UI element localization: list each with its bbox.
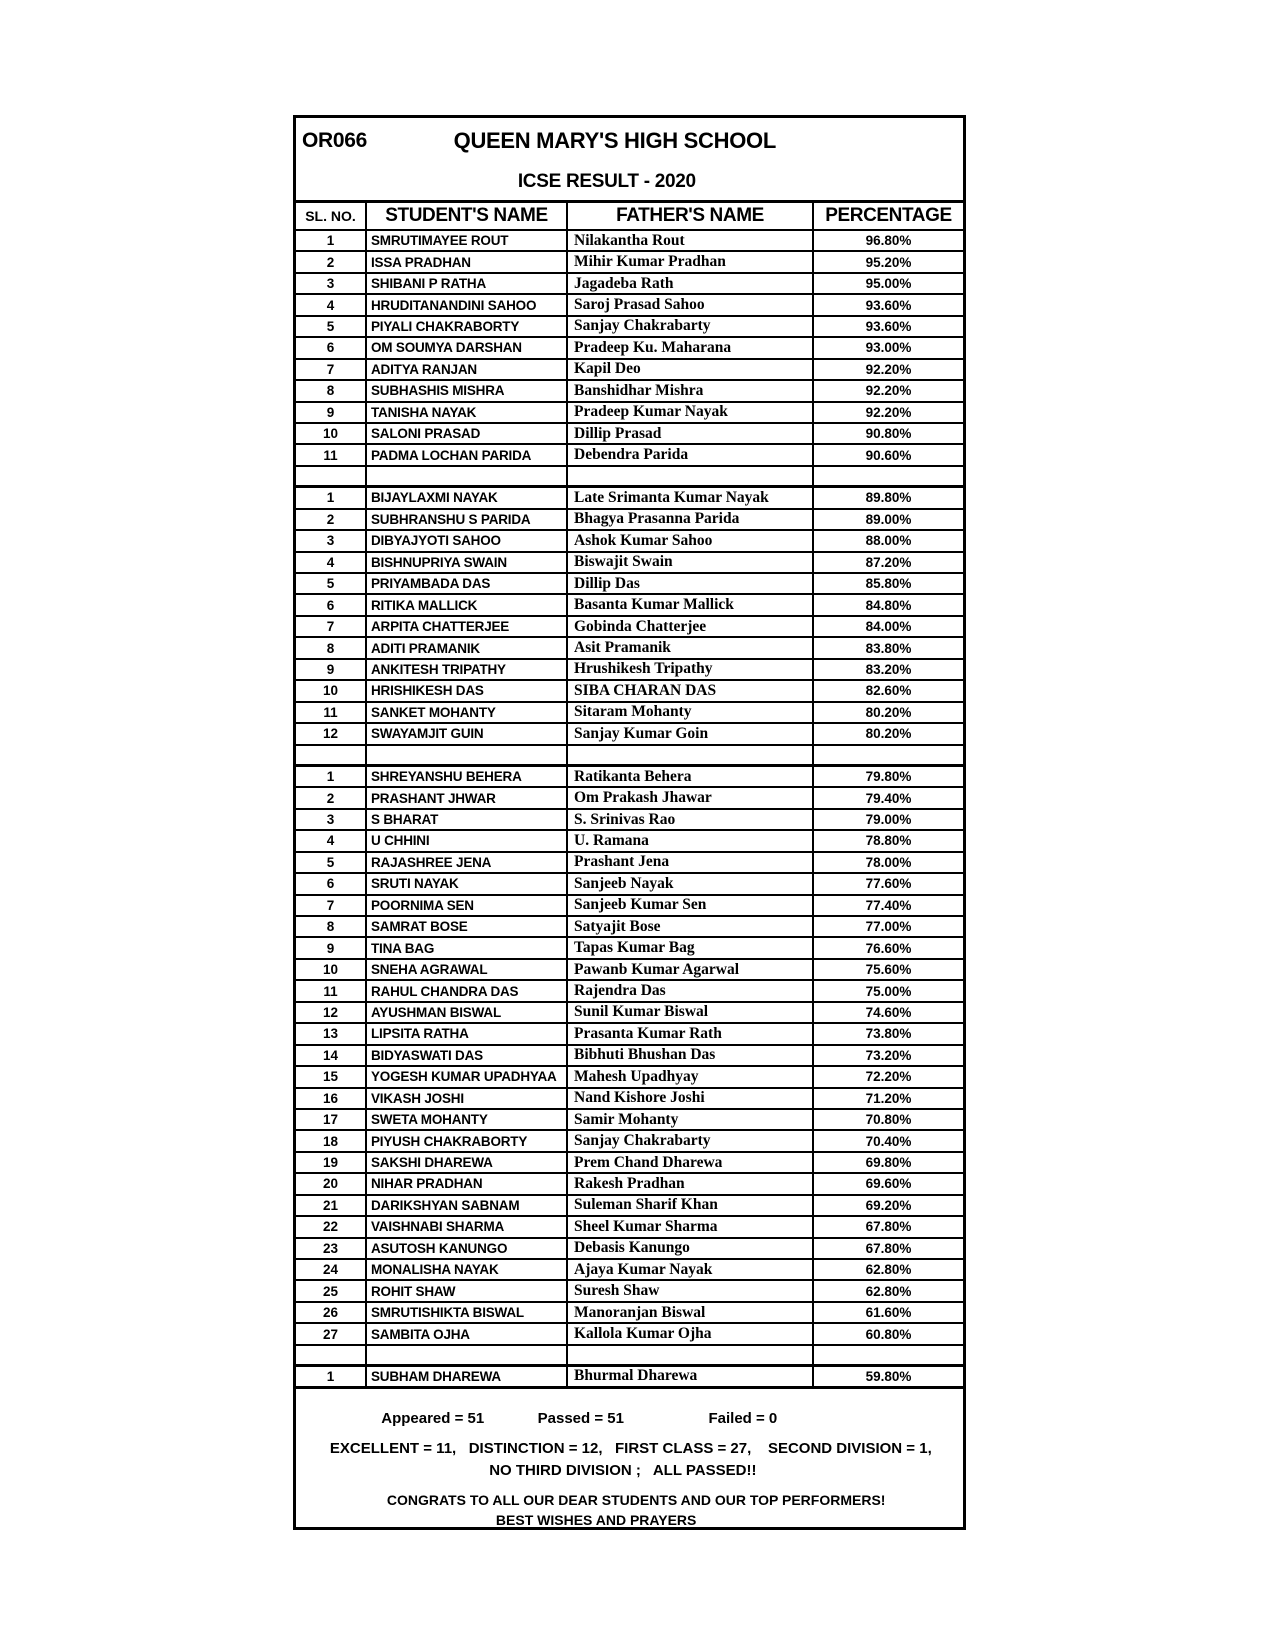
father-name-cell: Dillip Das: [568, 574, 814, 593]
serial-cell: 26: [296, 1303, 367, 1322]
table-row: [296, 617, 963, 638]
serial-cell: 13: [296, 1024, 367, 1043]
serial-cell: 24: [296, 1260, 367, 1279]
serial-cell: 21: [296, 1196, 367, 1215]
student-name-cell: SUBHASHIS MISHRA: [367, 381, 568, 400]
percentage-cell: 79.80%: [865, 769, 912, 785]
father-name-cell: Samir Mohanty: [568, 1110, 814, 1129]
father-name-cell: Tapas Kumar Bag: [568, 938, 814, 957]
percentage-cell: 70.80%: [865, 1112, 912, 1128]
father-name-cell: Saroj Prasad Sahoo: [568, 295, 814, 314]
percentage-cell: 93.60%: [865, 318, 912, 334]
failed-count: Failed = 0: [708, 1409, 778, 1427]
father-name-cell: Basanta Kumar Mallick: [568, 595, 814, 614]
serial-cell: 3: [296, 531, 367, 550]
student-name-cell: SAKSHI DHAREWA: [367, 1153, 568, 1172]
father-name-cell: Gobinda Chatterjee: [568, 617, 814, 636]
school-name: QUEEN MARY'S HIGH SCHOOL: [453, 128, 776, 153]
percentage-cell: 78.80%: [865, 833, 912, 849]
percentage-cell: 74.60%: [865, 1004, 912, 1020]
student-name-cell: ADITI PRAMANIK: [367, 638, 568, 657]
table-row: [296, 1024, 963, 1045]
serial-cell: 4: [296, 295, 367, 314]
table-row: [296, 1281, 963, 1302]
table-row: [296, 1046, 963, 1067]
student-name-cell: [367, 1346, 568, 1364]
percentage-cell: 89.80%: [865, 490, 912, 506]
student-name-cell: ARPITA CHATTERJEE: [367, 617, 568, 636]
serial-cell: [296, 467, 367, 485]
table-row: [296, 767, 963, 788]
serial-cell: 1: [296, 1367, 367, 1385]
serial-cell: 8: [296, 638, 367, 657]
father-name-cell: Satyajit Bose: [568, 917, 814, 936]
father-name-cell: Rajendra Das: [568, 981, 814, 1000]
table-row: [296, 1131, 963, 1152]
passed-count: Passed = 51: [537, 1409, 624, 1427]
percentage-cell: 96.80%: [865, 233, 912, 249]
father-name-cell: Late Srimanta Kumar Nayak: [568, 488, 814, 507]
student-name-cell: S BHARAT: [367, 810, 568, 829]
student-name-cell: AYUSHMAN BISWAL: [367, 1003, 568, 1022]
father-name-cell: Dillip Prasad: [568, 424, 814, 443]
father-name-cell: Bibhuti Bhushan Das: [568, 1046, 814, 1065]
table-row: [296, 553, 963, 574]
student-name-cell: NIHAR PRADHAN: [367, 1174, 568, 1193]
percentage-cell: 83.20%: [865, 661, 912, 677]
student-name-cell: RITIKA MALLICK: [367, 595, 568, 614]
table-row: [296, 1153, 963, 1174]
table-row: [296, 981, 963, 1002]
student-name-cell: PRASHANT JHWAR: [367, 788, 568, 807]
table-row: [296, 788, 963, 809]
student-name-cell: SWAYAMJIT GUIN: [367, 724, 568, 743]
table-row: [296, 1367, 963, 1388]
father-name-cell: Asit Pramanik: [568, 638, 814, 657]
father-name-cell: Sanjay Chakrabarty: [568, 317, 814, 336]
table-row: [296, 595, 963, 616]
student-name-cell: ISSA PRADHAN: [367, 252, 568, 271]
student-name-cell: SWETA MOHANTY: [367, 1110, 568, 1129]
serial-cell: 11: [296, 445, 367, 464]
father-name-cell: Suleman Sharif Khan: [568, 1196, 814, 1215]
serial-cell: 11: [296, 703, 367, 722]
percentage-cell: 72.20%: [865, 1069, 912, 1085]
serial-cell: 1: [296, 767, 367, 786]
father-name-cell: Sunil Kumar Biswal: [568, 1003, 814, 1022]
percentage-cell: 69.80%: [865, 1155, 912, 1171]
percentage-cell: 93.60%: [865, 297, 912, 313]
table-body: [296, 231, 963, 1389]
father-name-cell: Jagadeba Rath: [568, 274, 814, 293]
serial-cell: 6: [296, 874, 367, 893]
table-row: [296, 1089, 963, 1110]
serial-cell: 9: [296, 938, 367, 957]
serial-cell: 3: [296, 810, 367, 829]
column-header-student-name: STUDENT'S NAME: [367, 203, 568, 229]
title-block: [296, 118, 963, 203]
serial-cell: 5: [296, 853, 367, 872]
percentage-cell: 85.80%: [865, 576, 912, 592]
table-row: [296, 295, 963, 316]
serial-cell: 4: [296, 831, 367, 850]
percentage-cell: 92.20%: [865, 383, 912, 399]
student-name-cell: SHREYANSHU BEHERA: [367, 767, 568, 786]
student-name-cell: POORNIMA SEN: [367, 896, 568, 915]
student-name-cell: RAHUL CHANDRA DAS: [367, 981, 568, 1000]
table-row: [296, 638, 963, 659]
serial-cell: 17: [296, 1110, 367, 1129]
table-row: [296, 917, 963, 938]
percentage-cell: 90.60%: [865, 447, 912, 463]
column-header-sl-no: SL. NO.: [296, 203, 367, 229]
father-name-cell: Ajaya Kumar Nayak: [568, 1260, 814, 1279]
serial-cell: 20: [296, 1174, 367, 1193]
father-name-cell: Banshidhar Mishra: [568, 381, 814, 400]
student-name-cell: PRIYAMBADA DAS: [367, 574, 568, 593]
student-name-cell: HRISHIKESH DAS: [367, 681, 568, 700]
student-name-cell: SMRUTIMAYEE ROUT: [367, 231, 568, 250]
column-header-father-name: FATHER'S NAME: [568, 203, 814, 229]
father-name-cell: Mahesh Upadhyay: [568, 1067, 814, 1086]
student-name-cell: OM SOUMYA DARSHAN: [367, 338, 568, 357]
serial-cell: 1: [296, 231, 367, 250]
father-name-cell: Rakesh Pradhan: [568, 1174, 814, 1193]
percentage-cell: [814, 467, 963, 485]
father-name-cell: Sanjeeb Kumar Sen: [568, 896, 814, 915]
percentage-cell: 61.60%: [865, 1305, 912, 1321]
table-row: [296, 381, 963, 402]
serial-cell: 7: [296, 896, 367, 915]
percentage-cell: 75.60%: [865, 962, 912, 978]
father-name-cell: Sitaram Mohanty: [568, 703, 814, 722]
percentage-cell: 77.40%: [865, 897, 912, 913]
table-row: [296, 874, 963, 895]
table-row: [296, 317, 963, 338]
father-name-cell: Ratikanta Behera: [568, 767, 814, 786]
father-name-cell: Pawanb Kumar Agarwal: [568, 960, 814, 979]
father-name-cell: Debasis Kanungo: [568, 1239, 814, 1258]
table-row: [296, 424, 963, 445]
serial-cell: 12: [296, 724, 367, 743]
father-name-cell: Mihir Kumar Pradhan: [568, 252, 814, 271]
father-name-cell: Ashok Kumar Sahoo: [568, 531, 814, 550]
percentage-cell: 80.20%: [865, 704, 912, 720]
congrats-message: CONGRATS TO ALL OUR DEAR STUDENTS AND OUR TOP PERFORMERS!: [386, 1491, 886, 1508]
serial-cell: 25: [296, 1281, 367, 1300]
percentage-cell: 92.20%: [865, 404, 912, 420]
percentage-cell: 59.80%: [865, 1368, 912, 1384]
table-row: [296, 1239, 963, 1260]
table-row: [296, 574, 963, 595]
percentage-cell: 80.20%: [865, 726, 912, 742]
table-row: [296, 660, 963, 681]
student-name-cell: VIKASH JOSHI: [367, 1089, 568, 1108]
table-row: [296, 810, 963, 831]
percentage-cell: [814, 746, 963, 764]
father-name-cell: Manoranjan Biswal: [568, 1303, 814, 1322]
father-name-cell: Kallola Kumar Ojha: [568, 1324, 814, 1343]
table-row: [296, 510, 963, 531]
percentage-cell: 76.60%: [865, 940, 912, 956]
student-name-cell: SHIBANI P RATHA: [367, 274, 568, 293]
percentage-cell: 69.20%: [865, 1197, 912, 1213]
percentage-cell: 88.00%: [865, 533, 912, 549]
percentage-cell: 89.00%: [865, 511, 912, 527]
student-name-cell: PIYUSH CHAKRABORTY: [367, 1131, 568, 1150]
serial-cell: 4: [296, 553, 367, 572]
student-name-cell: [367, 467, 568, 485]
serial-cell: 7: [296, 360, 367, 379]
father-name-cell: Bhurmal Dharewa: [568, 1367, 814, 1385]
percentage-cell: 83.80%: [865, 640, 912, 656]
student-name-cell: MONALISHA NAYAK: [367, 1260, 568, 1279]
serial-cell: 22: [296, 1217, 367, 1236]
percentage-cell: 87.20%: [865, 554, 912, 570]
father-name-cell: S. Srinivas Rao: [568, 810, 814, 829]
percentage-cell: 79.00%: [865, 812, 912, 828]
father-name-cell: Sheel Kumar Sharma: [568, 1217, 814, 1236]
percentage-cell: 73.20%: [865, 1047, 912, 1063]
father-name-cell: [568, 467, 814, 485]
percentage-cell: 73.80%: [865, 1026, 912, 1042]
divisions-summary: EXCELLENT = 11, DISTINCTION = 12, FIRST CLASS = 27, SECOND DIVISION = 1,: [329, 1439, 932, 1457]
father-name-cell: Bhagya Prasanna Parida: [568, 510, 814, 529]
student-name-cell: BIDYASWATI DAS: [367, 1046, 568, 1065]
table-row: [296, 1174, 963, 1195]
serial-cell: 16: [296, 1089, 367, 1108]
student-name-cell: SRUTI NAYAK: [367, 874, 568, 893]
serial-cell: 1: [296, 488, 367, 507]
table-row: [296, 1217, 963, 1238]
father-name-cell: Prasanta Kumar Rath: [568, 1024, 814, 1043]
percentage-cell: 84.00%: [865, 619, 912, 635]
student-name-cell: PIYALI CHAKRABORTY: [367, 317, 568, 336]
appeared-count: Appeared = 51: [381, 1409, 485, 1427]
percentage-cell: 67.80%: [865, 1240, 912, 1256]
father-name-cell: Suresh Shaw: [568, 1281, 814, 1300]
percentage-cell: 90.80%: [865, 426, 912, 442]
student-name-cell: RAJASHREE JENA: [367, 853, 568, 872]
student-name-cell: SAMRAT BOSE: [367, 917, 568, 936]
serial-cell: 23: [296, 1239, 367, 1258]
table-row: [296, 403, 963, 424]
percentage-cell: 62.80%: [865, 1283, 912, 1299]
student-name-cell: DIBYAJYOTI SAHOO: [367, 531, 568, 550]
serial-cell: 12: [296, 1003, 367, 1022]
serial-cell: 7: [296, 617, 367, 636]
father-name-cell: Kapil Deo: [568, 360, 814, 379]
father-name-cell: Pradeep Kumar Nayak: [568, 403, 814, 422]
table-row: [296, 703, 963, 724]
serial-cell: 15: [296, 1067, 367, 1086]
father-name-cell: [568, 1346, 814, 1364]
serial-cell: 2: [296, 788, 367, 807]
percentage-cell: 95.00%: [865, 276, 912, 292]
father-name-cell: Nilakantha Rout: [568, 231, 814, 250]
serial-cell: 11: [296, 981, 367, 1000]
table-row: [296, 896, 963, 917]
table-row: [296, 1003, 963, 1024]
student-name-cell: BIJAYLAXMI NAYAK: [367, 488, 568, 507]
table-row: [296, 338, 963, 359]
percentage-cell: 71.20%: [865, 1090, 912, 1106]
serial-cell: 18: [296, 1131, 367, 1150]
father-name-cell: Sanjeeb Nayak: [568, 874, 814, 893]
father-name-cell: Prashant Jena: [568, 853, 814, 872]
table-row: [296, 1067, 963, 1088]
father-name-cell: Prem Chand Dharewa: [568, 1153, 814, 1172]
percentage-cell: 62.80%: [865, 1262, 912, 1278]
student-name-cell: TANISHA NAYAK: [367, 403, 568, 422]
father-name-cell: Debendra Parida: [568, 445, 814, 464]
percentage-cell: 77.00%: [865, 919, 912, 935]
father-name-cell: Pradeep Ku. Maharana: [568, 338, 814, 357]
father-name-cell: U. Ramana: [568, 831, 814, 850]
serial-cell: 19: [296, 1153, 367, 1172]
student-name-cell: YOGESH KUMAR UPADHYAA: [367, 1067, 568, 1086]
student-name-cell: BISHNUPRIYA SWAIN: [367, 553, 568, 572]
student-name-cell: LIPSITA RATHA: [367, 1024, 568, 1043]
student-name-cell: PADMA LOCHAN PARIDA: [367, 445, 568, 464]
student-name-cell: SMRUTISHIKTA BISWAL: [367, 1303, 568, 1322]
table-row: [296, 681, 963, 702]
table-row: [296, 531, 963, 552]
serial-cell: 8: [296, 917, 367, 936]
table-row: [296, 1110, 963, 1131]
student-name-cell: ASUTOSH KANUNGO: [367, 1239, 568, 1258]
student-name-cell: SAMBITA OJHA: [367, 1324, 568, 1343]
table-row: [296, 938, 963, 959]
percentage-cell: 60.80%: [865, 1326, 912, 1342]
student-name-cell: SALONI PRASAD: [367, 424, 568, 443]
father-name-cell: Sanjay Chakrabarty: [568, 1131, 814, 1150]
table-header-row: [296, 203, 963, 231]
serial-cell: [296, 1346, 367, 1364]
serial-cell: 2: [296, 510, 367, 529]
serial-cell: 8: [296, 381, 367, 400]
table-row: [296, 488, 963, 509]
percentage-cell: [814, 1346, 963, 1364]
serial-cell: 27: [296, 1324, 367, 1343]
student-name-cell: DARIKSHYAN SABNAM: [367, 1196, 568, 1215]
student-name-cell: SNEHA AGRAWAL: [367, 960, 568, 979]
table-row: [296, 724, 963, 745]
table-row: [296, 274, 963, 295]
percentage-cell: 75.00%: [865, 983, 912, 999]
table-row: [296, 960, 963, 981]
table-row: [296, 831, 963, 852]
table-row: [296, 1303, 963, 1324]
father-name-cell: Om Prakash Jhawar: [568, 788, 814, 807]
table-row: [296, 1260, 963, 1281]
student-name-cell: TINA BAG: [367, 938, 568, 957]
percentage-cell: 82.60%: [865, 683, 912, 699]
separator-row: [296, 746, 963, 767]
serial-cell: 3: [296, 274, 367, 293]
table-row: [296, 1324, 963, 1345]
serial-cell: 6: [296, 595, 367, 614]
student-name-cell: SUBHAM DHAREWA: [367, 1367, 568, 1385]
percentage-cell: 67.80%: [865, 1219, 912, 1235]
separator-row: [296, 1346, 963, 1367]
serial-cell: 6: [296, 338, 367, 357]
serial-cell: [296, 746, 367, 764]
serial-cell: 5: [296, 317, 367, 336]
no-third-division-note: NO THIRD DIVISION ; ALL PASSED!!: [489, 1461, 757, 1479]
serial-cell: 10: [296, 960, 367, 979]
student-name-cell: SUBHRANSHU S PARIDA: [367, 510, 568, 529]
percentage-cell: 70.40%: [865, 1133, 912, 1149]
student-name-cell: [367, 746, 568, 764]
table-row: [296, 853, 963, 874]
table-row: [296, 1196, 963, 1217]
summary-block: [296, 1389, 963, 1527]
student-name-cell: HRUDITANANDINI SAHOO: [367, 295, 568, 314]
percentage-cell: 95.20%: [865, 254, 912, 270]
father-name-cell: Biswajit Swain: [568, 553, 814, 572]
percentage-cell: 78.00%: [865, 854, 912, 870]
father-name-cell: Sanjay Kumar Goin: [568, 724, 814, 743]
serial-cell: 9: [296, 660, 367, 679]
father-name-cell: Hrushikesh Tripathy: [568, 660, 814, 679]
column-header-percentage: PERCENTAGE: [825, 205, 952, 226]
student-name-cell: ADITYA RANJAN: [367, 360, 568, 379]
serial-cell: 10: [296, 424, 367, 443]
student-name-cell: ANKITESH TRIPATHY: [367, 660, 568, 679]
father-name-cell: SIBA CHARAN DAS: [568, 681, 814, 700]
student-name-cell: SANKET MOHANTY: [367, 703, 568, 722]
percentage-cell: 92.20%: [865, 361, 912, 377]
percentage-cell: 84.80%: [865, 597, 912, 613]
serial-cell: 14: [296, 1046, 367, 1065]
percentage-cell: 69.60%: [865, 1176, 912, 1192]
best-wishes-message: BEST WISHES AND PRAYERS: [495, 1511, 697, 1528]
table-row: [296, 360, 963, 381]
serial-cell: 10: [296, 681, 367, 700]
father-name-cell: Nand Kishore Joshi: [568, 1089, 814, 1108]
result-sheet: [293, 115, 966, 1530]
table-row: [296, 445, 963, 466]
separator-row: [296, 467, 963, 488]
percentage-cell: 93.00%: [865, 340, 912, 356]
percentage-cell: 79.40%: [865, 790, 912, 806]
serial-cell: 9: [296, 403, 367, 422]
serial-cell: 2: [296, 252, 367, 271]
student-name-cell: ROHIT SHAW: [367, 1281, 568, 1300]
school-code: OR066: [302, 129, 368, 152]
table-row: [296, 252, 963, 273]
table-row: [296, 231, 963, 252]
serial-cell: 5: [296, 574, 367, 593]
student-name-cell: U CHHINI: [367, 831, 568, 850]
result-title: ICSE RESULT - 2020: [517, 171, 696, 192]
percentage-cell: 77.60%: [865, 876, 912, 892]
student-name-cell: VAISHNABI SHARMA: [367, 1217, 568, 1236]
father-name-cell: [568, 746, 814, 764]
